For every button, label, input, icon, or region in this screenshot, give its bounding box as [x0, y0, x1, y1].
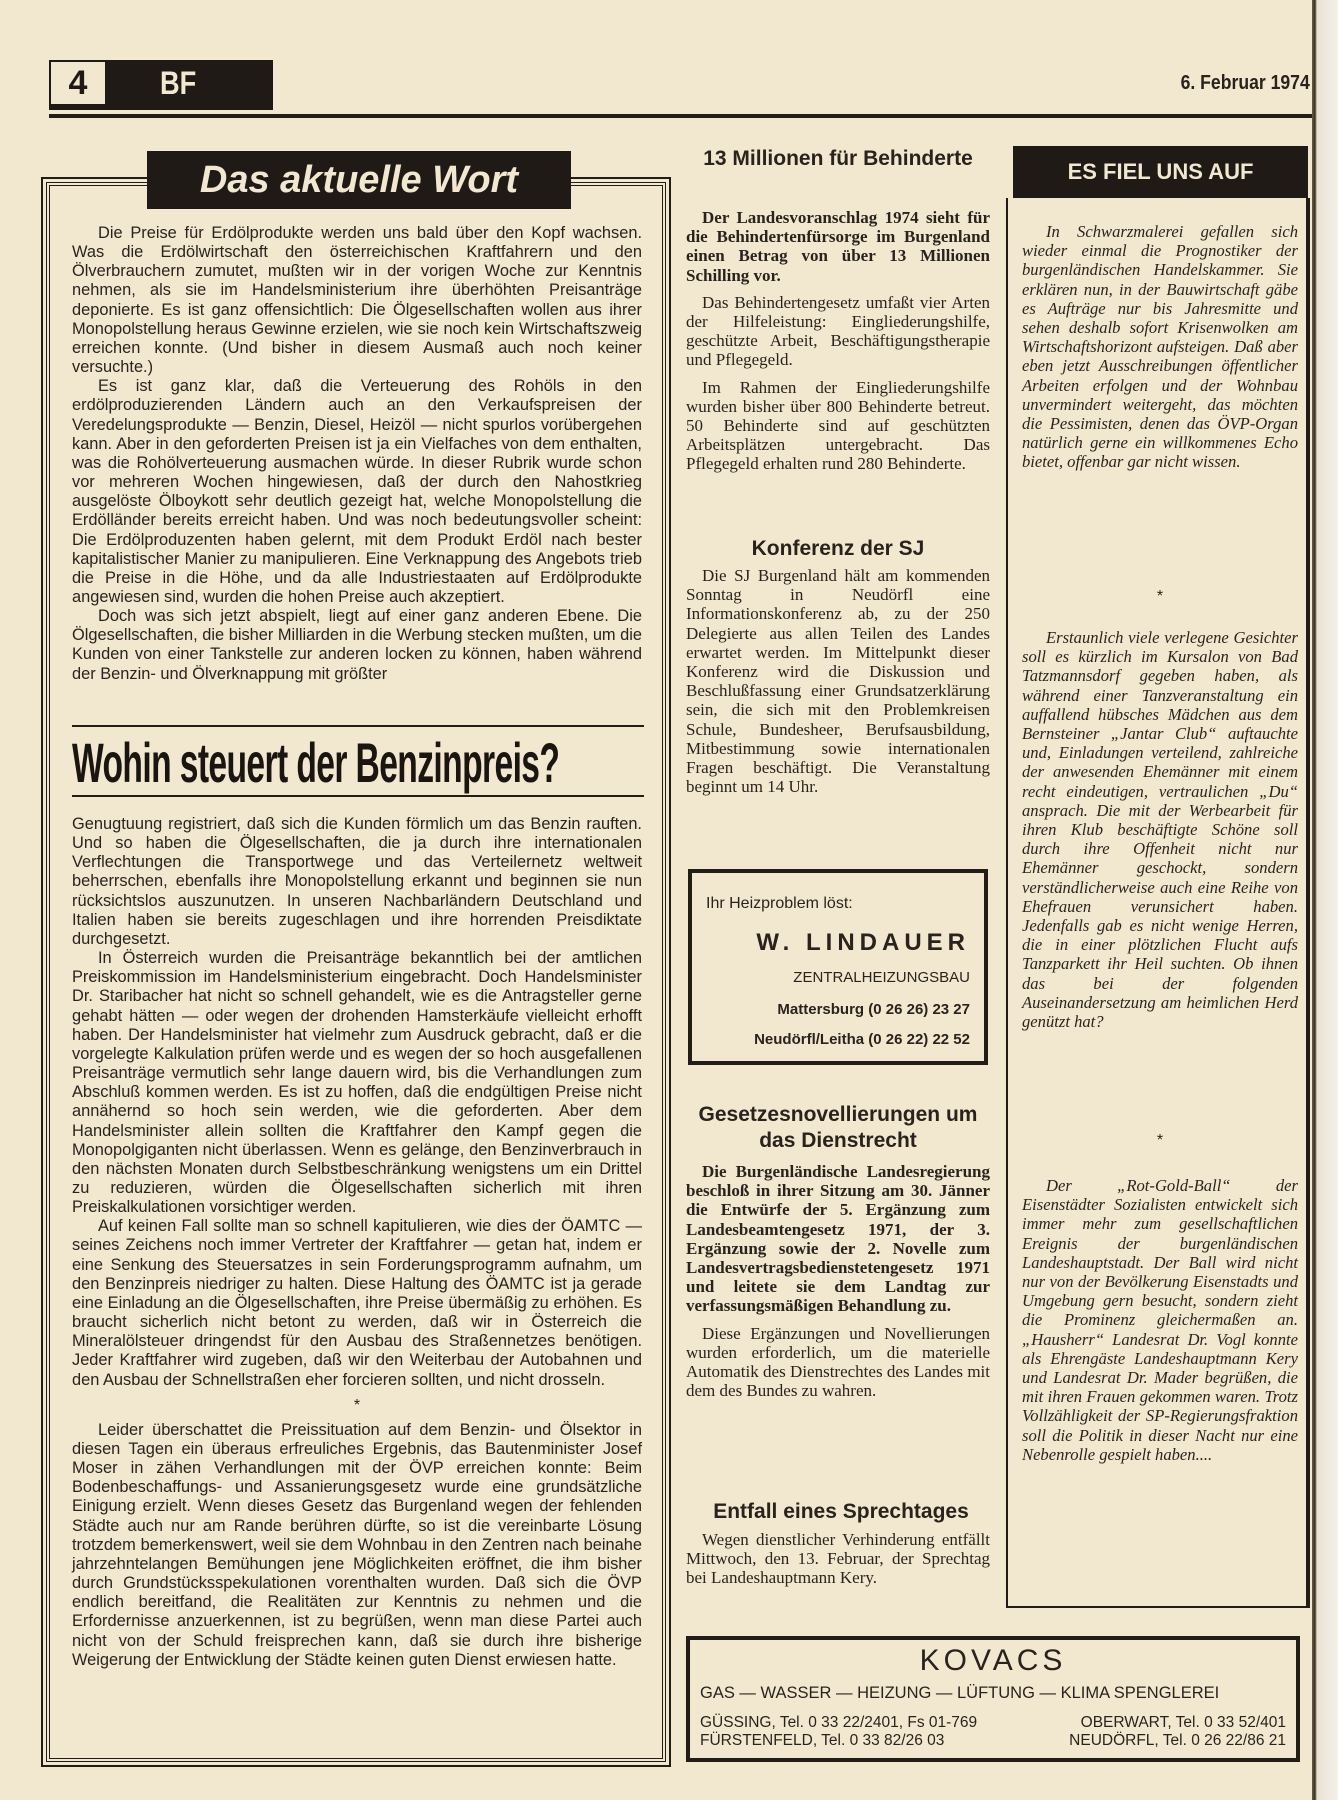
paragraph: In Österreich wurden die Preisanträge bekanntlich bei der amtlichen Preiskommission im Handelsministerium eingebracht. Doch Handelsminister Dr. Staribacher hat nicht so schnell gehandelt, wie es die Antragsteller gerne gehabt hätten — oder wegen der drohenden Hamsterkäufe vielleicht erhofft haben. Der Handelsminister hat vielmehr zum Ausdruck gebracht, daß er die vorgelegte Kalkulation prüfen werde und es wegen der so hoch ausgefallenen Preisanträge vermutlich sehr lange dauern wird, bis die Verhandlungen zum Abschluß kommen werden. Es ist zu hoffen, daß die endgültigen Preise nicht annähernd so hoch sein werden, wie die geforderten. Aber dem Handelsminister allein sollten die Kraftfahrer den Kampf gegen die Monopolgiganten nicht überlassen. Wenn es gelänge, den Benzinverbrauch in den nächsten Monaten durch Selbstbeschränkung wenigstens um ein Drittel zu reduzieren, würden die Ölgesellschaften sicherlich mit ihren Preiskalkulationen vorsichtiger werden.: [72, 949, 642, 1217]
ad-company-name: KOVACS: [919, 1644, 1067, 1677]
separator: *: [1156, 1132, 1164, 1149]
paragraph: Wegen dienstlicher Verhinderung entfällt Mittwoch, den 13. Februar, der Sprechtag bei Landeshauptmann Kery.: [686, 1530, 990, 1588]
issue-date: 6. Februar 1974: [1180, 72, 1310, 94]
article-konferenz: [686, 566, 990, 796]
paragraph: Das Behindertengesetz umfaßt vier Arten der Hilfeleistung: Eingliederungshilfe, geschützte Arbeit, Beschäftigungstherapie und Pflegegeld.: [686, 292, 990, 370]
notice-item: [1022, 222, 1298, 472]
paragraph: Auf keinen Fall sollte man so schnell kapitulieren, wie dies der ÖAMTC — seines Zeichens noch immer Vertreter der Kraftfahrer — getan hat, indem er eine Senkung des Steuersatzes in sein Forderungsprogramm aufnahm, um den Benzinpreis niedriger zu halten. Diese Haltung des ÖAMTC ist ja gerade eine Einladung an die Ölgesellschaften, ihre Preise übermäßig zu erhöhen. Es braucht sicherlich nicht betont zu werden, daß wir in Österreich die Mineralölsteuer dringendst für den Ausbau des Straßennetzes benötigen. Jeder Kraftfahrer wird zugeben, daß wir den Weiterbau der Autobahnen und den Ausbau der Schnellstraßen eher forcieren sollten, und nicht drosseln.: [72, 1217, 642, 1389]
ad-phone: Mattersburg (0 26 26) 23 27: [777, 1001, 970, 1018]
separator: *: [353, 1396, 361, 1414]
page-number: 4: [51, 62, 108, 104]
article-title: Gesetzesnovellierungen um das Dienstrecht: [698, 1103, 978, 1152]
article-dienstrecht: [686, 1162, 990, 1400]
paragraph: Doch was sich jetzt abspielt, liegt auf einer ganz anderen Ebene. Die Ölgesellschaften, die bisher Milliarden in die Werbung stecken mußten, um die Kunden von einer Tankstelle zur anderen locken zu können, haben während der Benzin- und Ölverknappung mit größter: [72, 607, 643, 683]
page-edge: [1312, 0, 1338, 1800]
article-sprechtag: [686, 1530, 990, 1588]
article-title: Konferenz der SJ: [751, 537, 925, 560]
ad-contact: FÜRSTENFELD, Tel. 0 33 82/26 03: [700, 1732, 945, 1749]
headline: Wohin steuert der Benzinpreis?: [72, 731, 560, 794]
ad-lindauer: [688, 869, 988, 1065]
ad-business: ZENTRALHEIZUNGSBAU: [793, 969, 970, 986]
ad-contact: OBERWART, Tel. 0 33 52/401: [1080, 1714, 1286, 1731]
editorial-intro: [72, 224, 642, 684]
ad-services: GAS — WASSER — HEIZUNG — LÜFTUNG — KLIMA SPENGLEREI: [700, 1684, 1220, 1702]
separator: *: [1156, 588, 1164, 605]
ad-tagline: Ihr Heizproblem löst:: [706, 895, 853, 912]
paragraph: Diese Ergänzungen und Novellierungen wurden erforderlich, um die materielle Automatik des Dienstrechtes des Landes mit dem des Bundes zu wahren.: [686, 1323, 990, 1401]
article-lead: Der Landesvoranschlag 1974 sieht für die Behindertenfürsorge im Burgenland einen Betrag von über 13 Millionen Schilling vor.: [686, 208, 990, 285]
divider: [72, 725, 644, 727]
ad-company-name: W. LINDAUER: [756, 929, 970, 956]
article-title: 13 Millionen für Behinderte: [703, 147, 973, 170]
paragraph: Die Preise für Erdölprodukte werden uns bald über den Kopf wachsen. Was die Erdölwirtschaft den österreichischen Kraftfahrern und den Ölverbrauchern zumutet, mußten wir in der vorigen Woche zur Kenntnis nehmen, als sie im Handelsministerium ihre überhöhten Preisanträge deponierte. Es ist ganz offensichtlich: Die Ölgesellschaften wollen aus ihrer Monopolstellung heraus Gewinne erzielen, wie sie noch kein Wirtschaftszweig erreichen konnte. (Und bisher in diesem Ausmaß auch noch keiner versuchte.): [72, 224, 642, 377]
header-rule: [49, 114, 1312, 118]
paragraph: Der „Rot-Gold-Ball“ der Eisenstädter Sozialisten entwickelt sich immer mehr zum gesellschaftlichen Ereignis der burgenländischen Landeshauptstadt. Der Ball wird nicht nur von der Bevölkerung Eisenstadts und Umgebung gern besucht, sondern zieht die Prominenz gleichermaßen an. „Hausherr“ Landesrat Dr. Vogl konnte als Ehrengäste Landeshauptmann Kery und Landesrat Dr. Mader begrüßen, die mit ihren Frauen gekommen waren. Trotz Vollzähligkeit der SP-Regierungsfraktion soll die Politik in dieser Nacht nur eine Nebenrolle gespielt haben....: [1022, 1176, 1298, 1464]
notice-item: [1022, 628, 1298, 1031]
paragraph: Es ist ganz klar, daß die Verteuerung des Rohöls in den erdölproduzierenden Ländern auch an den Verkaufspreisen der Veredelungsprodukte — Benzin, Diesel, Heizöl — nicht spurlos vorübergehen kann. Aber in den geforderten Preisen ist ja ein Vielfaches von dem enthalten, was die Rohölverteuerung ausmachen würde. In dieser Rubrik wurde schon vor mehreren Wochen hingewiesen, daß der durch den Nahostkrieg ausgelöste Ölboykott sehr deutlich gezeigt hat, welche Monopolstellung die Erdölländer bereits erreicht haben. Und was noch bedeutungsvoller scheint: Die Erdölproduzenten haben gelernt, mit dem Produkt Erdöl nach bester kapitalistischer Manier zu manipulieren. Eine Verknappung des Angebots trieb die Preise in die Höhe, und da alle Industriestaaten auf Erdölprodukte angewiesen sind, wurden die hohen Preise auch akzeptiert.: [72, 377, 642, 606]
paragraph: Leider überschattet die Preissituation auf dem Benzin- und Ölsektor in diesen Tagen ein überaus erfreuliches Ergebnis, das Bautenminister Josef Moser in zähen Verhandlungen mit der ÖVP erreichen konnte: Beim Bodenbeschaffungs- und Assanierungsgesetz wurde eine grundsätzliche Einigung erzielt. Wenn dieses Gesetz das Burgenland wegen der fehlenden Städte auch nur am Rande berühren dürfte, so ist die vereinbarte Lösung trotzdem bemerkenswert, weil sie dem Wohnbau in den Zentren nach beinahe jahrzehntelangen Bemühungen jene Möglichkeiten eröffnet, die ihm bisher durch Grundstücksspekulationen vorenthalten wurden. Daß sich die ÖVP endlich bereitfand, die Realitäten zur Kenntnis zu nehmen und die Erfordernisse anzuerkennen, ist zu begrüßen, wenn man diese Partei auch nicht von der Schuld freisprechen kann, daß sie durch ihre bisherige Weigerung der Entwicklung der Städte keinen guten Dienst erwiesen hatte.: [72, 1420, 642, 1669]
article-behinderte: [686, 208, 990, 474]
ad-kovacs: [686, 1636, 1300, 1762]
article-lead: Die Burgenländische Landesregierung beschloß in ihrer Sitzung am 30. Jänner die Entwürfe der 5. Ergänzung zum Landesbeamtengesetz 1971, der 3. Ergänzung sowie der 2. Novelle zum Landesvertragsbedienstetengesetz 1971 und leitete sie dem Landtag zur verfassungsmäßigen Behandlung zu.: [686, 1162, 990, 1316]
paragraph: Genugtuung registriert, daß sich die Kunden förmlich um das Benzin rauften. Und so haben die Ölgesellschaften, die ja durch ihre internationalen Verflechtungen die Transportwege und das Verteilernetz weltweit beherrschen, ebenfalls ihre Monopolstellung erkannt und beginnen sie nun rücksichtslos auszunutzen. In unseren Nachbarländern Deutschland und Italien haben sie bereits zugeschlagen und ihre horrenden Preisdiktate durchgesetzt.: [72, 815, 642, 948]
ad-phone: Neudörfl/Leitha (0 26 22) 22 52: [754, 1031, 970, 1048]
divider: [72, 795, 644, 797]
ad-contact: NEUDÖRFL, Tel. 0 26 22/86 21: [1069, 1732, 1286, 1749]
paragraph: Im Rahmen der Eingliederungshilfe wurden bisher über 800 Behinderte betreut. 50 Behinderte sind auf geschützten Arbeitsplätzen untergebracht. Das Pflegegeld erhalten rund 280 Behinderte.: [686, 377, 990, 474]
paragraph: Erstaunlich viele verlegene Gesichter soll es kürzlich im Kursalon von Bad Tatzmannsdorf gegeben haben, als während einer Tanzveranstaltung ein auffallend hübsches Mädchen aus dem Bernsteiner „Jantar Club“ auftauchte und, Einladungen verteilend, zahlreiche der anwesenden Ehemänner mit einem recht eindeutigen, vertraulichen „Du“ ansprach. Die mit der Werbearbeit für ihren Klub beschäftigte Schöne soll durch ihre Offenheit nicht nur Ehemänner geschockt, sondern verständlicherweise auch eine Reihe von Ehefrauen verunsichert haben. Jedenfalls gab es nicht wenige Herren, die in einer plötzlichen Flucht aufs Tanzparkett ihr Heil suchten. Ob ihnen das bei der folgenden Auseinandersetzung am heimlichen Herd genützt hat?: [1022, 628, 1298, 1032]
section-label: BF: [160, 65, 197, 101]
paragraph: In Schwarzmalerei gefallen sich wieder einmal die Prognostiker der burgenländischen Handelskammer. Sie erklären nun, in der Bauwirtschaft gäbe es Aufträge nur bis Jahresmitte und sehen deshalb sofort Krisenwolken am Wirtschaftshorizont aufsteigen. Daß aber eben jetzt Ausschreibungen öffentlicher Arbeiten erfolgen und der Wohnbau unvermindert weitergeht, das möchten die Pessimisten, denen das ÖVP-Organ natürlich gerne ein willkommenes Echo bietet, offenbar gar nicht wissen.: [1022, 222, 1298, 472]
article-title: Entfall eines Sprechtages: [713, 1500, 969, 1523]
paragraph: Die SJ Burgenland hält am kommenden Sonntag in Neudörfl eine Informationskonferenz ab, zu der 250 Delegierte aus allen Teilen des Landes erwartet werden. Im Mittelpunkt dieser Konferenz wird die Diskussion und Beschlußfassung einer Grundsatzerklärung sein, die sich mit den Problemkreisen Schule, Bundesheer, Berufsausbildung, Mitbestimmung sowie internationalen Fragen beschäftigt. Die Veranstaltung beginnt um 14 Uhr.: [686, 566, 990, 797]
column-title-das-aktuelle-wort: Das aktuelle Wort: [147, 151, 571, 209]
notice-item: [1022, 1176, 1298, 1464]
editorial-body: [72, 815, 642, 1670]
ad-contact: GÜSSING, Tel. 0 33 22/2401, Fs 01-769: [700, 1714, 978, 1731]
column-title-es-fiel-uns-auf: ES FIEL UNS AUF: [1013, 146, 1308, 198]
